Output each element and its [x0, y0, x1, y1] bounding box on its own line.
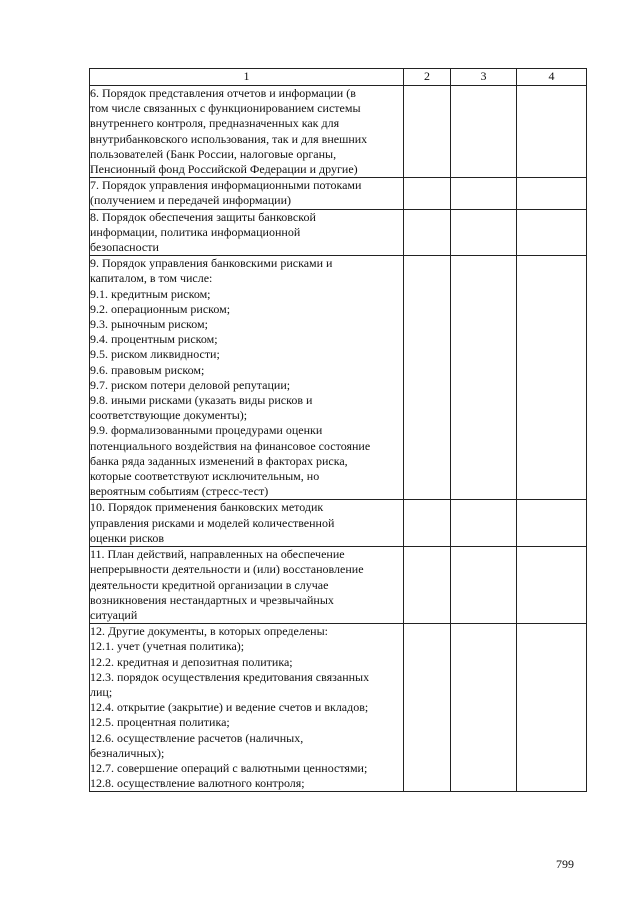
item-text-line: 9.7. риском потери деловой репутации;: [90, 377, 291, 392]
item-description-cell: [90, 209, 404, 256]
item-text-line: 9.9. формализованными процедурами оценки: [90, 423, 323, 438]
empty-cell-col-4: [517, 500, 587, 547]
empty-cell-col-3: [451, 547, 517, 624]
table-header-row: [90, 69, 587, 86]
table-row: [90, 178, 587, 209]
item-text-line: внутреннего контроля, предназначенных как для: [90, 116, 340, 131]
item-text-line: непрерывности деятельности и (или) восстановление: [90, 562, 364, 577]
empty-cell-col-3: [451, 178, 517, 209]
page-number: 799: [556, 857, 574, 871]
item-text-line: ситуаций: [90, 607, 138, 622]
empty-cell-col-2: [404, 547, 451, 624]
item-text-line: капиталом, в том числе:: [90, 271, 213, 286]
item-text-line: которые соответствуют исключительным, но: [90, 469, 320, 484]
empty-cell-col-2: [404, 500, 451, 547]
item-text-line: 8. Порядок обеспечения защиты банковской: [90, 209, 316, 224]
item-text-line: (получением и передачей информации): [90, 193, 291, 208]
table-row: [90, 547, 587, 624]
item-text-line: 12.2. кредитная и депозитная политика;: [90, 654, 293, 669]
item-text-line: потенциального воздействия на финансовое состояние: [90, 438, 371, 453]
item-text-line: 6. Порядок представления отчетов и информации (в: [90, 86, 356, 100]
empty-cell-col-4: [517, 178, 587, 209]
item-text-line: вероятным событиям (стресс-тест): [90, 484, 269, 499]
item-text-line: информации, политика информационной: [90, 224, 301, 239]
empty-cell-col-3: [451, 256, 517, 500]
item-text-line: банка ряда заданных изменений в факторах риска,: [90, 453, 348, 468]
item-text-line: 12.4. открытие (закрытие) и ведение счетов и вкладов;: [90, 700, 369, 715]
item-description-cell: [90, 256, 404, 500]
item-text-line: том числе связанных с функционированием системы: [90, 101, 361, 116]
item-text-line: 9.5. риском ликвидности;: [90, 347, 220, 362]
empty-cell-col-4: [517, 209, 587, 256]
column-header-2: 2: [404, 69, 451, 86]
item-text-line: 11. План действий, направленных на обеспечение: [90, 547, 345, 562]
item-text-line: 12.3. порядок осуществления кредитования связанных: [90, 669, 370, 684]
item-text-line: 12.8. осуществление валютного контроля;: [90, 776, 305, 791]
item-text-line: деятельности кредитной организации в случае: [90, 577, 329, 592]
table-row: [90, 86, 587, 178]
item-text-line: 9.3. рыночным риском;: [90, 317, 208, 332]
item-text-line: управления рисками и моделей количественной: [90, 515, 335, 530]
empty-cell-col-2: [404, 86, 451, 178]
table-row: [90, 209, 587, 256]
item-text-line: 12.5. процентная политика;: [90, 715, 230, 730]
item-text-line: пользователей (Банк России, налоговые органы,: [90, 146, 337, 161]
item-text-line: 9.1. кредитным риском;: [90, 286, 211, 301]
empty-cell-col-3: [451, 209, 517, 256]
empty-cell-col-2: [404, 256, 451, 500]
item-text-line: Пенсионный фонд Российской Федерации и другие): [90, 162, 358, 177]
item-text-line: безопасности: [90, 240, 159, 255]
empty-cell-col-4: [517, 624, 587, 792]
item-description-cell: [90, 500, 404, 547]
table-body: [90, 86, 587, 792]
empty-cell-col-3: [451, 86, 517, 178]
item-text-line: безналичных);: [90, 745, 165, 760]
item-text-line: 9. Порядок управления банковскими рисками и: [90, 256, 333, 271]
table-row: [90, 500, 587, 547]
empty-cell-col-3: [451, 624, 517, 792]
item-text-line: 12.6. осуществление расчетов (наличных,: [90, 730, 304, 745]
item-description-cell: [90, 178, 404, 209]
item-text-line: 12. Другие документы, в которых определены:: [90, 624, 328, 639]
item-text-line: 9.2. операционным риском;: [90, 301, 231, 316]
item-text-line: 9.6. правовым риском;: [90, 362, 205, 377]
item-description-cell: [90, 547, 404, 624]
empty-cell-col-4: [517, 256, 587, 500]
empty-cell-col-4: [517, 547, 587, 624]
checklist-table: [89, 68, 587, 792]
item-text-line: оценки рисков: [90, 530, 165, 545]
column-header-1: 1: [90, 69, 404, 86]
item-text-line: возникновения нестандартных и чрезвычайных: [90, 592, 334, 607]
item-text-line: 12.7. совершение операций с валютными ценностями;: [90, 760, 368, 775]
empty-cell-col-4: [517, 86, 587, 178]
column-header-3: 3: [451, 69, 517, 86]
table-row: [90, 624, 587, 792]
empty-cell-col-2: [404, 209, 451, 256]
table-row: [90, 256, 587, 500]
item-text-line: 12.1. учет (учетная политика);: [90, 639, 245, 654]
item-text-line: соответствующие документы);: [90, 408, 248, 423]
empty-cell-col-2: [404, 178, 451, 209]
item-text-line: внутрибанковского использования, так и для внешних: [90, 131, 368, 146]
item-description-cell: [90, 624, 404, 792]
item-text-line: 9.4. процентным риском;: [90, 332, 218, 347]
item-text-line: 7. Порядок управления информационными потоками: [90, 178, 362, 193]
item-text-line: 9.8. иными рисками (указать виды рисков и: [90, 393, 313, 408]
empty-cell-col-2: [404, 624, 451, 792]
item-text-line: 10. Порядок применения банковских методик: [90, 500, 324, 515]
item-description-cell: [90, 86, 404, 178]
item-text-line: лиц;: [90, 684, 113, 699]
empty-cell-col-3: [451, 500, 517, 547]
column-header-4: 4: [517, 69, 587, 86]
